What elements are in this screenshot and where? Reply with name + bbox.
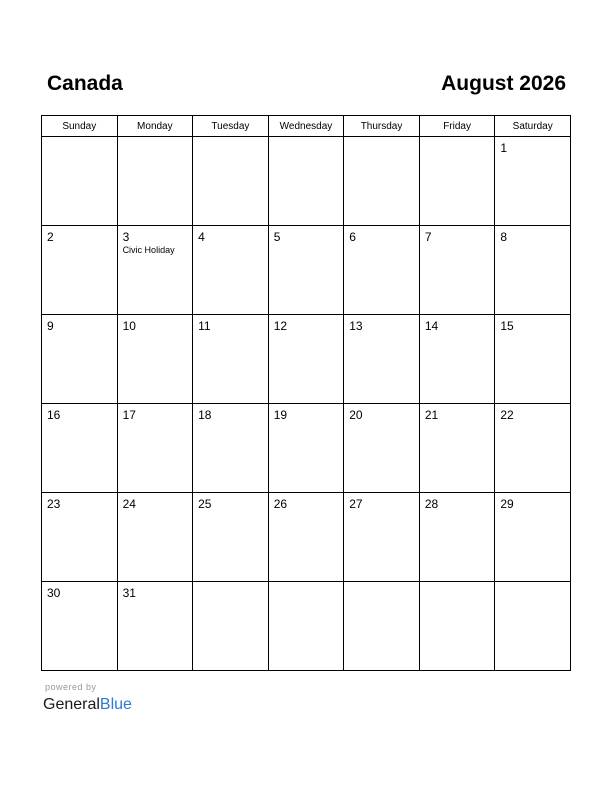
- day-number: 7: [424, 230, 432, 244]
- empty-day-cell: [495, 582, 571, 671]
- holiday-label: Civic Holiday: [122, 245, 175, 255]
- weekday-header-row: [42, 116, 571, 137]
- calendar-week-row: [42, 315, 571, 404]
- day-cell: [117, 404, 193, 493]
- day-number: 6: [349, 230, 356, 244]
- day-number: 27: [349, 497, 363, 511]
- weekday-friday: Friday: [419, 116, 495, 137]
- footer-branding: [43, 682, 132, 715]
- empty-day-cell: [344, 137, 420, 226]
- day-cell: [495, 315, 571, 404]
- weekday-tuesday: Tuesday: [193, 116, 269, 137]
- day-number: 13: [349, 319, 363, 333]
- day-number: 24: [122, 497, 136, 511]
- empty-day-cell: [193, 582, 269, 671]
- day-cell: [117, 493, 193, 582]
- weekday-monday: Monday: [117, 116, 193, 137]
- generalblue-logo[interactable]: [43, 695, 132, 715]
- day-number: 10: [122, 319, 136, 333]
- day-number: 11: [198, 319, 211, 333]
- day-cell: [344, 226, 420, 315]
- day-cell: [268, 315, 344, 404]
- day-cell: [495, 493, 571, 582]
- empty-day-cell: [268, 582, 344, 671]
- calendar-weeks: [42, 137, 571, 671]
- day-number: 19: [273, 408, 288, 422]
- weekday-sunday: Sunday: [42, 116, 118, 137]
- day-number: 23: [47, 497, 61, 511]
- day-cell: [495, 226, 571, 315]
- day-cell: [42, 493, 118, 582]
- calendar-week-row: [42, 493, 571, 582]
- day-cell: [419, 315, 495, 404]
- day-number: 21: [424, 408, 439, 422]
- weekday-wednesday: Wednesday: [268, 116, 344, 137]
- calendar-week-row: [42, 137, 571, 226]
- day-cell: [344, 493, 420, 582]
- day-cell: [42, 315, 118, 404]
- weekday-saturday: Saturday: [495, 116, 571, 137]
- day-number: 14: [424, 319, 439, 333]
- day-number: 22: [500, 408, 514, 422]
- day-number: 12: [273, 319, 288, 333]
- day-cell: [419, 404, 495, 493]
- day-number: 16: [47, 408, 61, 422]
- calendar-grid: [41, 115, 571, 671]
- calendar-week-row: [42, 404, 571, 493]
- day-number: 4: [198, 230, 205, 244]
- empty-day-cell: [419, 582, 495, 671]
- day-number: 31: [122, 586, 136, 600]
- empty-day-cell: [344, 582, 420, 671]
- day-cell: [193, 404, 269, 493]
- day-number: 25: [198, 497, 212, 511]
- day-cell: [419, 226, 495, 315]
- logo-text-general: General: [43, 696, 100, 713]
- day-number: 30: [47, 586, 61, 600]
- day-cell: [268, 493, 344, 582]
- day-number: 28: [424, 497, 439, 511]
- day-cell: [193, 315, 269, 404]
- logo-text-blue: Blue: [99, 696, 132, 713]
- day-number: 18: [198, 408, 212, 422]
- day-number: 8: [500, 230, 508, 244]
- calendar-week-row: [42, 226, 571, 315]
- day-cell: [117, 582, 193, 671]
- day-number: 29: [500, 497, 514, 511]
- day-cell: [268, 404, 344, 493]
- day-number: 20: [349, 408, 363, 422]
- weekday-thursday: Thursday: [344, 116, 420, 137]
- day-number: 3: [122, 230, 130, 244]
- day-cell: [193, 493, 269, 582]
- empty-day-cell: [193, 137, 269, 226]
- day-cell: [344, 315, 420, 404]
- day-cell: [419, 493, 495, 582]
- day-cell: [42, 226, 118, 315]
- day-cell: [268, 226, 344, 315]
- day-number: 5: [273, 230, 281, 244]
- empty-day-cell: [268, 137, 344, 226]
- day-number: 26: [273, 497, 288, 511]
- day-cell: [193, 226, 269, 315]
- day-cell: [495, 137, 571, 226]
- day-number: 1: [500, 141, 508, 155]
- calendar-week-row: [42, 582, 571, 671]
- day-number: 15: [500, 319, 514, 333]
- calendar-month-year: August 2026: [441, 72, 566, 95]
- day-cell: [42, 582, 118, 671]
- calendar-country: Canada: [47, 72, 123, 95]
- empty-day-cell: [117, 137, 193, 226]
- day-cell: [42, 404, 118, 493]
- day-cell: [344, 404, 420, 493]
- day-cell: [117, 315, 193, 404]
- day-cell: [495, 404, 571, 493]
- day-cell: [117, 226, 193, 315]
- day-number: 2: [47, 230, 54, 244]
- empty-day-cell: [42, 137, 118, 226]
- powered-by-label: powered by: [45, 682, 97, 692]
- empty-day-cell: [419, 137, 495, 226]
- day-number: 9: [47, 319, 54, 333]
- day-number: 17: [122, 408, 136, 422]
